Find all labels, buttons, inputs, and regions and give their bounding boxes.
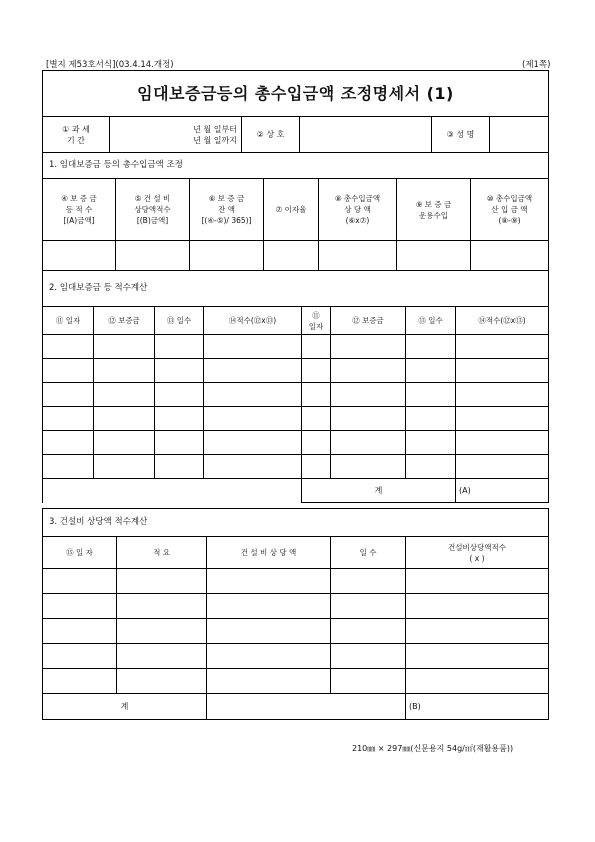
input-cell[interactable] (302, 455, 331, 479)
period-dates[interactable] (110, 117, 242, 153)
col-days: 일 수 (331, 537, 406, 569)
input-cell[interactable] (264, 241, 319, 271)
col-income-equivalent (319, 179, 397, 241)
input-cell[interactable] (43, 407, 94, 431)
input-cell[interactable] (43, 455, 94, 479)
col-text: 일자 (308, 321, 324, 331)
input-cell[interactable] (331, 594, 406, 619)
input-cell[interactable] (117, 594, 207, 619)
input-cell[interactable] (155, 407, 204, 431)
col-days: ⑬ 일수 (155, 307, 204, 335)
col-operating-income (397, 179, 471, 241)
col-text: ⑪ (312, 310, 320, 320)
input-cell[interactable] (43, 619, 117, 644)
input-cell[interactable] (207, 619, 331, 644)
input-cell[interactable] (456, 359, 549, 383)
col-text: 잔 액 (218, 205, 235, 214)
input-cell[interactable] (204, 383, 302, 407)
col-construction-sum (116, 179, 190, 241)
input-cell[interactable] (155, 335, 204, 359)
col-income-inclusion (471, 179, 549, 241)
total-a-cell[interactable] (456, 479, 549, 503)
company-field[interactable] (300, 117, 432, 153)
col-text: 운용수입 (419, 210, 448, 220)
input-cell[interactable] (331, 431, 406, 455)
col-deposit-sum (43, 179, 116, 241)
total-label: 계 (302, 479, 456, 503)
input-cell[interactable] (331, 455, 406, 479)
input-cell[interactable] (155, 383, 204, 407)
input-cell[interactable] (43, 359, 94, 383)
col-text: [(A)금액] (63, 216, 95, 225)
input-cell[interactable] (117, 644, 207, 669)
col-text: (⑧-⑨) (498, 216, 521, 225)
form-number: [별지 제53호서식](03.4.14.개정) (46, 60, 174, 70)
input-cell[interactable] (302, 335, 331, 359)
col-text: 건설비상당액적수 (448, 542, 506, 552)
col-text: ⑨ 보 증 금 (415, 199, 452, 209)
input-cell[interactable] (331, 569, 406, 594)
input-cell[interactable] (471, 241, 549, 271)
input-cell[interactable] (406, 669, 549, 694)
company-label: ② 상 호 (242, 117, 300, 153)
input-cell[interactable] (43, 594, 117, 619)
col-text: ⑦ 이자율 (275, 205, 307, 214)
input-cell[interactable] (456, 335, 549, 359)
col-text: 상 당 액 (344, 205, 371, 214)
input-cell[interactable] (155, 455, 204, 479)
col-text: ⑧ 총수입금액 (334, 194, 381, 203)
input-cell[interactable] (302, 407, 331, 431)
name-label: ③ 성 명 (432, 117, 490, 153)
input-cell[interactable] (207, 594, 331, 619)
input-cell[interactable] (94, 335, 155, 359)
input-cell[interactable] (94, 359, 155, 383)
input-cell[interactable] (406, 455, 456, 479)
input-cell[interactable] (94, 407, 155, 431)
input-cell[interactable] (331, 407, 406, 431)
period-label-2: 기 간 (67, 135, 85, 145)
col-text: ⑩ 총수입금액 (486, 194, 533, 203)
col-date: ⑮ 일 자 (43, 537, 117, 569)
col-days-2: ⑬ 일수 (406, 307, 456, 335)
blank-cell (207, 694, 406, 720)
input-cell[interactable] (117, 669, 207, 694)
col-date: ⑪ 일자 (43, 307, 94, 335)
input-cell[interactable] (406, 569, 549, 594)
input-cell[interactable] (94, 431, 155, 455)
input-cell[interactable] (43, 669, 117, 694)
total-a-marker: (A) (459, 486, 471, 495)
col-construction-amount: 건 설 비 상 당 액 (207, 537, 331, 569)
period-label (43, 117, 110, 153)
input-cell[interactable] (207, 569, 331, 594)
input-cell[interactable] (319, 241, 397, 271)
input-cell[interactable] (406, 407, 456, 431)
col-deposit: ⑫ 보증금 (94, 307, 155, 335)
input-cell[interactable] (117, 569, 207, 594)
from-date: 년 월 일부터 (193, 124, 237, 134)
header-table (42, 70, 549, 153)
input-cell[interactable] (456, 407, 549, 431)
input-cell[interactable] (155, 359, 204, 383)
input-cell[interactable] (331, 669, 406, 694)
input-cell[interactable] (94, 383, 155, 407)
section2-title: 2. 임대보증금 등 적수계산 (43, 271, 549, 307)
input-cell[interactable] (155, 431, 204, 455)
input-cell[interactable] (456, 455, 549, 479)
col-deposit-2: ⑫ 보증금 (331, 307, 406, 335)
col-text: 산 입 금 액 (491, 205, 528, 214)
input-cell[interactable] (190, 241, 264, 271)
input-cell[interactable] (406, 594, 549, 619)
input-cell[interactable] (117, 619, 207, 644)
input-cell[interactable] (406, 619, 549, 644)
input-cell[interactable] (204, 431, 302, 455)
input-cell[interactable] (406, 383, 456, 407)
input-cell[interactable] (302, 431, 331, 455)
input-cell[interactable] (207, 669, 331, 694)
input-cell[interactable] (204, 455, 302, 479)
total-b-cell[interactable] (406, 694, 549, 720)
section1-title: 1. 임대보증금 등의 총수입금액 조정 (43, 153, 549, 179)
col-sum-2: ⑭적수(⑫x⑬) (456, 307, 549, 335)
col-text: 상당액적수 (134, 205, 171, 214)
input-cell[interactable] (331, 619, 406, 644)
input-cell[interactable] (302, 359, 331, 383)
form-title: 임대보증금등의 총수입금액 조정명세서 (1) (43, 71, 549, 117)
input-cell[interactable] (204, 407, 302, 431)
input-cell[interactable] (43, 335, 94, 359)
input-cell[interactable] (406, 431, 456, 455)
col-construction-sum (406, 537, 549, 569)
col-description: 적 요 (117, 537, 207, 569)
period-label-1: ① 과 세 (62, 124, 90, 134)
col-text: [(B)금액] (136, 216, 169, 225)
total-label: 계 (43, 694, 207, 720)
input-cell[interactable] (331, 383, 406, 407)
col-text: [(④-⑤)/ 365)] (201, 216, 252, 225)
page-number: (제1쪽) (522, 60, 551, 70)
input-cell[interactable] (43, 241, 116, 271)
input-cell[interactable] (331, 335, 406, 359)
input-cell[interactable] (331, 644, 406, 669)
col-interest-rate (264, 179, 319, 241)
section1-table (42, 152, 549, 271)
input-cell[interactable] (94, 455, 155, 479)
name-field[interactable] (490, 117, 549, 153)
col-text: ( x ) (469, 553, 485, 563)
section3-title: 3. 건설비 상당액 적수계산 (43, 509, 549, 537)
col-text: ⑥ 보 증 금 (208, 194, 245, 203)
input-cell[interactable] (43, 569, 117, 594)
col-text: ④ 보 증 금 (61, 194, 97, 203)
input-cell[interactable] (331, 359, 406, 383)
col-text: 등 적 수 (65, 205, 93, 214)
input-cell[interactable] (456, 383, 549, 407)
paper-spec: 210㎜ × 297㎜(신문용지 54g/㎡(재활용품)) (352, 744, 514, 753)
blank-cell (43, 479, 302, 503)
input-cell[interactable] (116, 241, 190, 271)
input-cell[interactable] (204, 359, 302, 383)
input-cell[interactable] (406, 335, 456, 359)
total-b-marker: (B) (409, 702, 421, 711)
input-cell[interactable] (43, 431, 94, 455)
input-cell[interactable] (43, 644, 117, 669)
input-cell[interactable] (207, 644, 331, 669)
col-sum: ⑭적수(⑫x⑬) (204, 307, 302, 335)
input-cell[interactable] (302, 383, 331, 407)
input-cell[interactable] (43, 383, 94, 407)
section3-table (42, 508, 549, 720)
to-date: 년 월 일까지 (193, 135, 237, 145)
input-cell[interactable] (406, 359, 456, 383)
col-text: ⑤ 건 설 비 (134, 194, 171, 203)
col-text: (⑥x⑦) (345, 216, 370, 225)
col-date-2 (302, 307, 331, 335)
input-cell[interactable] (204, 335, 302, 359)
input-cell[interactable] (397, 241, 471, 271)
input-cell[interactable] (406, 644, 549, 669)
input-cell[interactable] (456, 431, 549, 455)
section2-table (42, 270, 549, 503)
col-deposit-balance (190, 179, 264, 241)
